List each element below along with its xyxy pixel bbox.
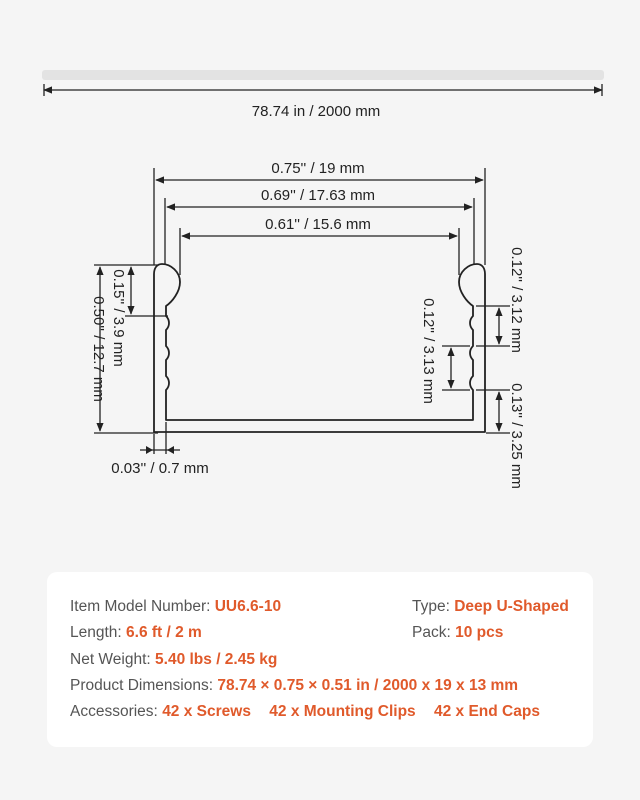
model-row xyxy=(70,598,281,616)
weight-label: Net Weight: xyxy=(70,651,151,668)
inner-groove-label: 0.12'' / 3.13 mm xyxy=(420,298,437,404)
type-value: Deep U-Shaped xyxy=(454,598,569,615)
length-label: 78.74 in / 2000 mm xyxy=(251,103,381,120)
accessory-end-caps: 42 x End Caps xyxy=(433,703,540,720)
aluminum-bar xyxy=(42,70,604,80)
wall-thickness-label: 0.03'' / 0.7 mm xyxy=(111,460,209,477)
inner-width-label: 0.69'' / 17.63 mm xyxy=(260,187,376,204)
lower-groove-label: 0.13'' / 3.25 mm xyxy=(508,383,525,489)
length-spec-label: Length: xyxy=(70,624,122,641)
model-value: UU6.6-10 xyxy=(214,598,282,615)
type-label: Type: xyxy=(412,598,450,615)
weight-value: 5.40 lbs / 2.45 kg xyxy=(155,651,278,668)
outer-width-label: 0.75'' / 19 mm xyxy=(271,160,365,177)
length-spec-value: 6.6 ft / 2 m xyxy=(126,624,202,641)
opening-width-label: 0.61'' / 15.6 mm xyxy=(265,216,371,233)
total-height-label: 0.50'' / 12.7 mm xyxy=(90,296,107,402)
spec-card xyxy=(47,572,593,747)
weight-row xyxy=(70,651,277,669)
length-row xyxy=(70,624,202,642)
accessory-mounting-clips: 42 x Mounting Clips xyxy=(269,703,416,720)
upper-groove-label: 0.12'' / 3.12 mm xyxy=(508,247,525,353)
accessory-screws: 42 x Screws xyxy=(162,703,251,720)
lip-height-label: 0.15'' / 3.9 mm xyxy=(110,269,127,367)
accessories-row xyxy=(70,703,540,721)
dimensions-value: 78.74 × 0.75 × 0.51 in / 2000 x 19 x 13 mm xyxy=(217,677,519,694)
accessories-label: Accessories: xyxy=(70,703,158,720)
pack-label: Pack: xyxy=(412,624,451,641)
dimensions-row xyxy=(70,677,518,695)
pack-value: 10 pcs xyxy=(455,624,504,641)
dimensions-label: Product Dimensions: xyxy=(70,677,214,694)
model-label: Item Model Number: xyxy=(70,598,211,615)
type-row xyxy=(412,598,569,616)
pack-row xyxy=(412,624,503,642)
